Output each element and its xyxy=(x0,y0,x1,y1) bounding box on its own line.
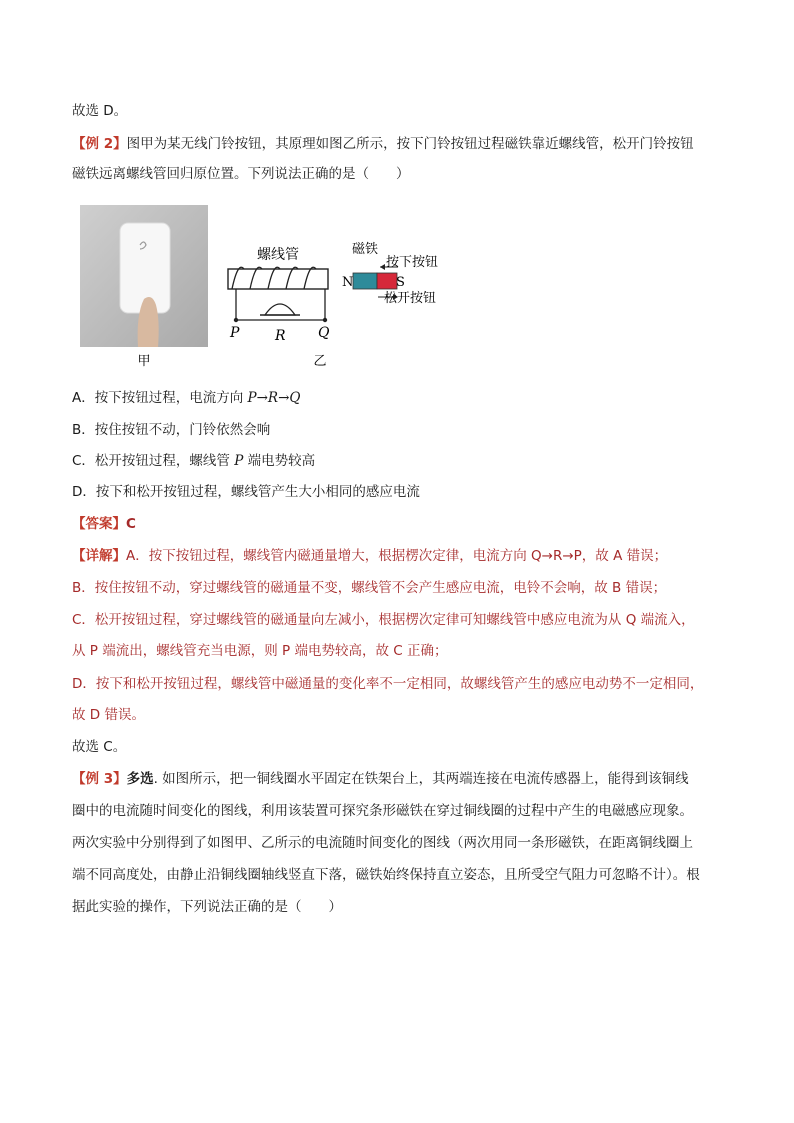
previous-answer-line xyxy=(72,101,732,121)
magnet-n-pole xyxy=(353,273,377,289)
solenoid-label: 螺线管 xyxy=(257,247,299,263)
example3-stem-line4: 端不同高度处，由静止沿铜线圈轴线竖直下落，磁铁始终保持直立姿态，且所受空气阻力可忽略不计）。根 xyxy=(72,867,700,883)
answer-tag: 答案 xyxy=(85,516,113,532)
conclusion-line xyxy=(72,737,732,757)
option-c: C．松开按钮过程，螺线管 P 端电势较高 xyxy=(72,453,316,469)
example2-stem-line1: 【例 2】图甲为某无线门铃按钮，其原理如图乙所示，按下门铃按钮过程磁铁靠近螺线管，松开门铃按钮 xyxy=(72,136,694,152)
option-a-formula: P→R→Q xyxy=(247,390,301,406)
detail-tag: 详解 xyxy=(85,548,113,564)
example2-text-1: 图甲为某无线门铃按钮，其原理如图乙所示，按下门铃按钮过程磁铁靠近螺线管，松开门铃按钮 xyxy=(126,136,694,152)
point-r-label: R xyxy=(275,328,286,344)
pole-n: N xyxy=(342,275,354,290)
example3-stem-line5: 据此实验的操作，下列说法正确的是（ ） xyxy=(72,899,342,915)
conclusion: 故选 C。 xyxy=(72,739,127,755)
answer-line: 【答案】C xyxy=(72,516,136,532)
detail-line-4: 从 P 端流出，螺线管充当电源，则 P 端电势较高，故 C 正确； xyxy=(72,643,448,659)
label-jia: 甲 xyxy=(137,354,151,369)
previous-answer: 故选 D。 xyxy=(72,103,128,119)
example3-stem-line3: 两次实验中分别得到了如图甲、乙所示的电流随时间变化的图线（两次用同一条形磁铁，在距离铜线圈上 xyxy=(72,835,693,851)
release-label: 松开按钮 xyxy=(384,291,437,306)
example3-tag: 例 3 xyxy=(85,771,114,787)
doorbell-figure xyxy=(80,205,460,375)
option-c-formula: P xyxy=(234,453,244,469)
magnet-s-pole xyxy=(377,273,397,289)
example3-stem-line1: 【例 3】多选. 如图所示，把一铜线圈水平固定在铁架台上，其两端连接在电流传感器上，能得到该铜线 xyxy=(72,771,689,787)
option-a: A．按下按钮过程，电流方向 P→R→Q xyxy=(72,390,301,406)
answer-value: C xyxy=(126,516,136,532)
point-p-dot xyxy=(234,318,238,322)
bell-icon xyxy=(265,304,295,315)
point-q-dot xyxy=(323,318,327,322)
option-b: B．按住按钮不动，门铃依然会响 xyxy=(72,422,271,438)
example2-tag: 例 2 xyxy=(85,136,114,152)
example3-multi: 多选 xyxy=(126,771,154,787)
example3-stem-line2: 圈中的电流随时间变化的图线，利用该装置可探究条形磁铁在穿过铜线圈的过程中产生的电磁感应现象。 xyxy=(72,803,693,819)
option-d: D．按下和松开按钮过程，螺线管产生大小相同的感应电流 xyxy=(72,484,420,500)
detail-line-1: 【详解】A．按下按钮过程，螺线管内磁通量增大，根据楞次定律，电流方向 Q→R→P，故 A 错误； xyxy=(72,548,668,564)
detail-line-2: B．按住按钮不动，穿过螺线管的磁通量不变，螺线管不会产生感应电流，电铃不会响，故 B 错误； xyxy=(72,580,667,596)
example2-text-2: 磁铁远离螺线管回归原位置。下列说法正确的是（ ） xyxy=(72,166,410,182)
magnet-label: 磁铁 xyxy=(352,242,379,257)
detail-line-5: D．按下和松开按钮过程，螺线管中磁通量的变化率不一定相同，故螺线管产生的感应电动势不一定相同， xyxy=(72,676,704,692)
solenoid-core xyxy=(228,269,328,289)
detail-line-6: 故 D 错误。 xyxy=(72,707,145,723)
point-p-label: P xyxy=(230,325,240,341)
point-q-label: Q xyxy=(318,325,330,341)
pole-s: S xyxy=(396,275,405,290)
solenoid-coil xyxy=(232,267,316,289)
example2-stem-line2 xyxy=(72,164,732,184)
label-yi: 乙 xyxy=(313,354,327,369)
press-label: 按下按钮 xyxy=(386,255,439,270)
detail-line-3: C．松开按钮过程，穿过螺线管的磁通量向左减小，根据楞次定律可知螺线管中感应电流为从 Q 端流入， xyxy=(72,612,695,628)
